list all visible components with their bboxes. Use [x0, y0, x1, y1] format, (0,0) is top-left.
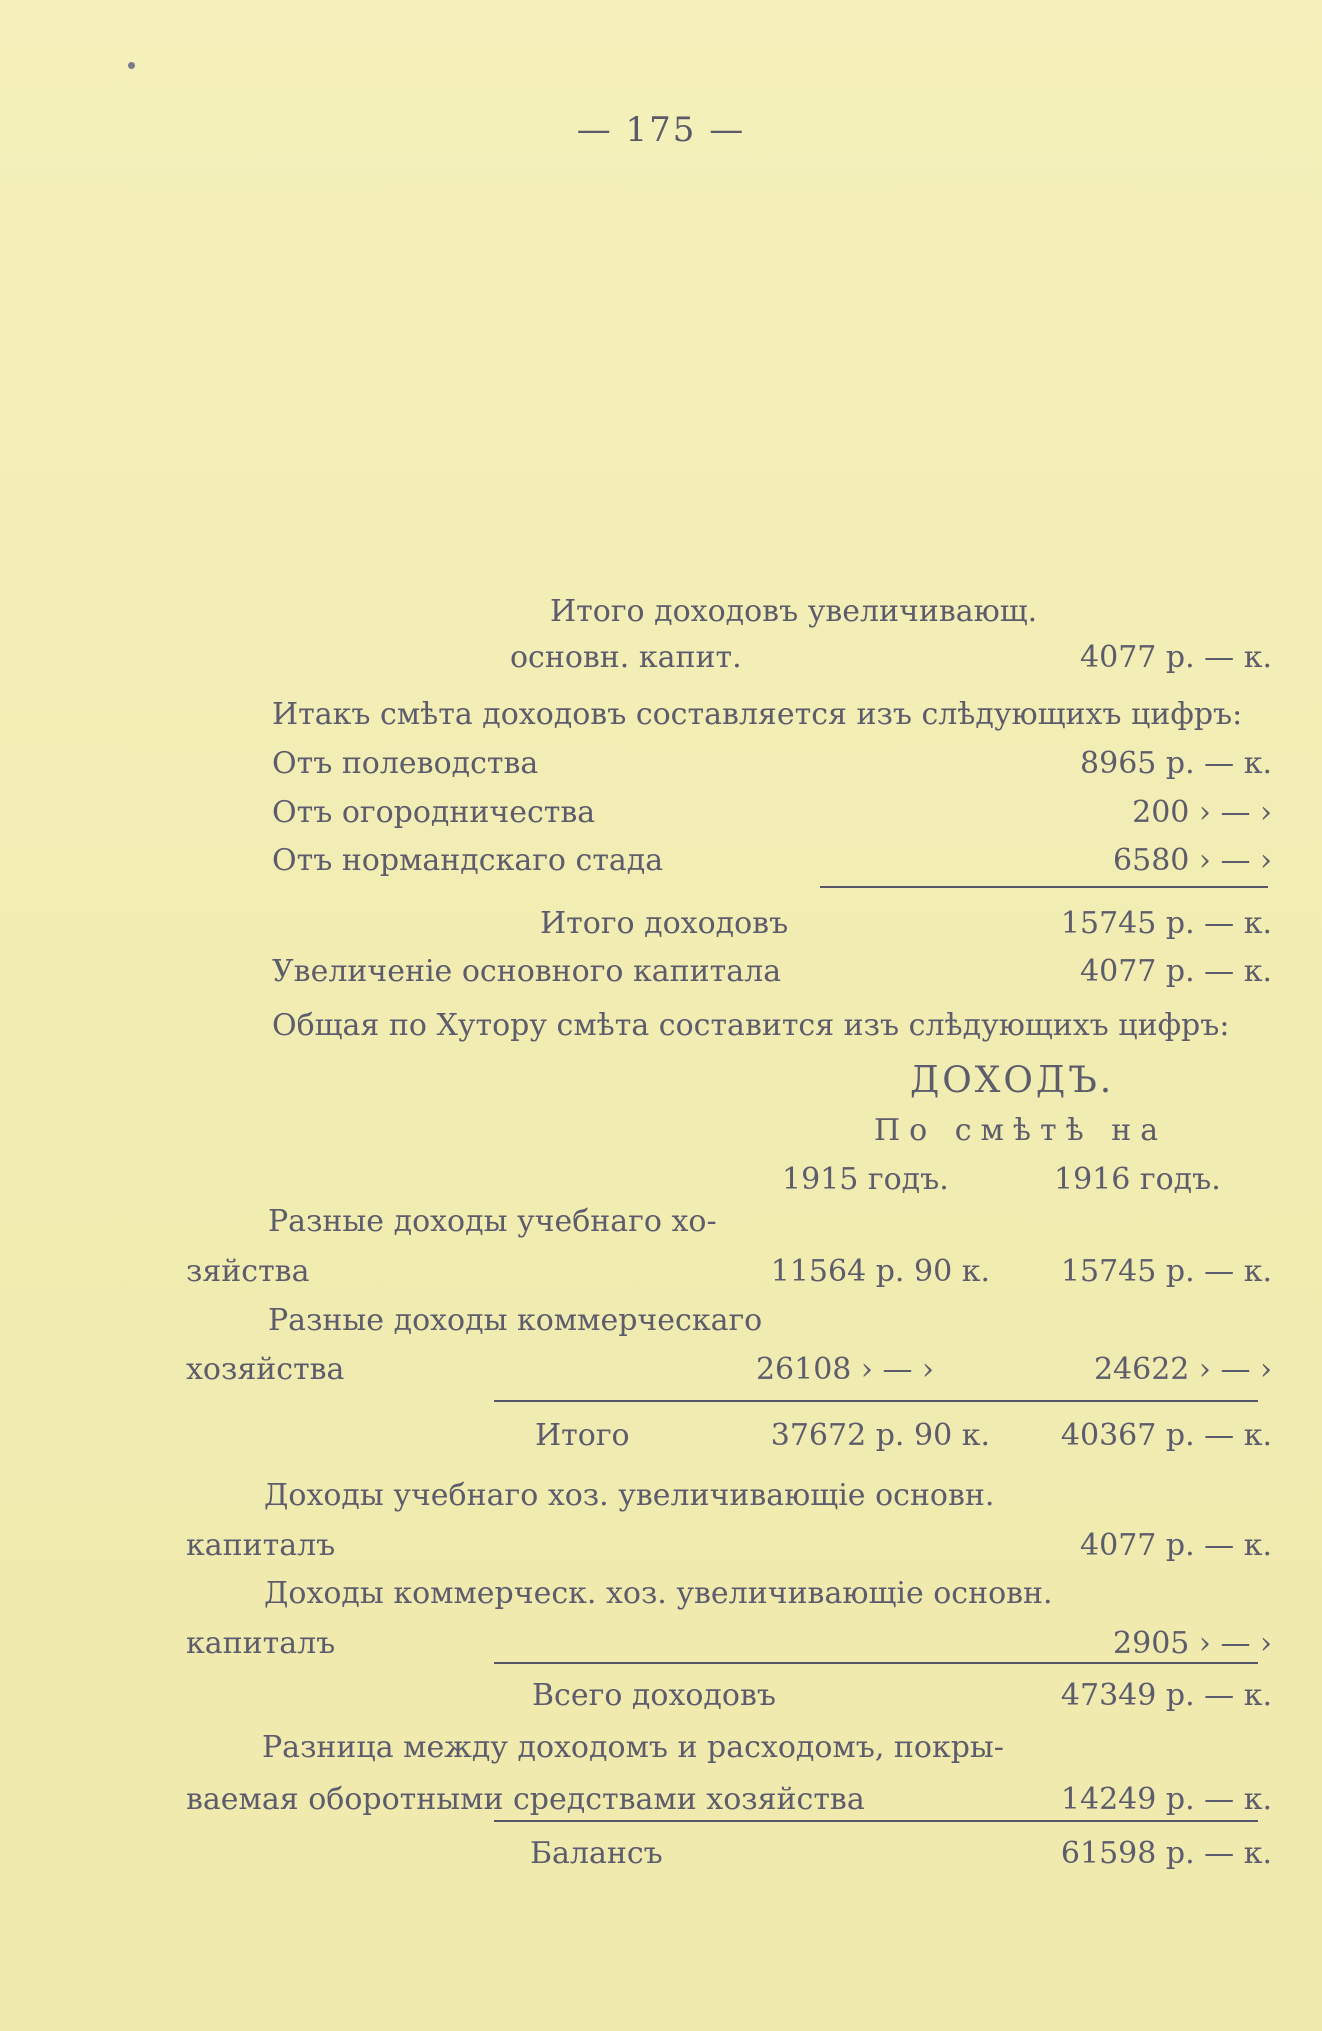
- grand-total-label: Всего доходовъ: [532, 1678, 776, 1713]
- capital-increase-label: Увеличеніе основного капитала: [272, 954, 782, 989]
- income-row-amount: 200 › — ›: [1132, 795, 1272, 830]
- income-subheading: По смѣтѣ на: [874, 1113, 1168, 1148]
- difference-label: Разница между доходомъ и расходомъ, покры-: [262, 1730, 1004, 1765]
- income-item-label: Разные доходы учебнаго хо-: [268, 1204, 717, 1239]
- income-item-label-cont: зяйства: [186, 1254, 310, 1289]
- income-heading: ДОХОДЪ.: [910, 1060, 1115, 1101]
- income-table-total-label: Итого: [535, 1418, 630, 1453]
- capital-income-label: Доходы коммерческ. хоз. увеличивающіе основн.: [264, 1576, 1053, 1611]
- income-item-label: Разные доходы коммерческаго: [268, 1303, 763, 1338]
- income-capital-total-label: Итого доходовъ увеличивающ.: [550, 594, 1038, 629]
- income-table-total-1915: 37672 р. 90 к.: [770, 1418, 990, 1453]
- income-summary-title: Итакъ смѣта доходовъ составляется изъ слѣдующихъ цифръ:: [272, 697, 1243, 732]
- ink-spot: [128, 62, 135, 69]
- capital-income-label-cont: капиталъ: [186, 1626, 336, 1661]
- difference-label-cont: ваемая оборотными средствами хозяйства: [186, 1782, 865, 1817]
- difference-1916: 14249 р. — к.: [1060, 1782, 1272, 1817]
- income-total-amount: 15745 р. — к.: [1060, 906, 1272, 941]
- balance-label: Балансъ: [530, 1836, 663, 1871]
- income-item-1915: 11564 р. 90 к.: [770, 1254, 990, 1289]
- income-item-1915: 26108 › — ›: [755, 1352, 934, 1387]
- sum-rule: [494, 1662, 1258, 1664]
- income-row-label: Отъ огородничества: [272, 795, 596, 830]
- overall-estimate-title: Общая по Хутору смѣта составится изъ слѣдующихъ цифръ:: [272, 1008, 1230, 1043]
- income-row-amount: 6580 › — ›: [1113, 843, 1272, 878]
- income-capital-total-label-2: основн. капит.: [510, 640, 742, 675]
- income-table-total-1916: 40367 р. — к.: [1060, 1418, 1272, 1453]
- sum-rule: [494, 1400, 1258, 1402]
- capital-income-1916: 2905 › — ›: [1113, 1626, 1272, 1661]
- income-total-label: Итого доходовъ: [540, 906, 789, 941]
- sum-rule: [494, 1820, 1258, 1822]
- capital-increase-amount: 4077 р. — к.: [1080, 954, 1272, 989]
- income-row-label: Отъ нормандскаго стада: [272, 843, 664, 878]
- column-header-1915: 1915 годъ.: [782, 1162, 949, 1197]
- income-row-label: Отъ полеводства: [272, 746, 539, 781]
- income-item-1916: 15745 р. — к.: [1060, 1254, 1272, 1289]
- page-number: — 175 —: [576, 110, 746, 150]
- column-header-1916: 1916 годъ.: [1054, 1162, 1221, 1197]
- grand-total-1916: 47349 р. — к.: [1060, 1678, 1272, 1713]
- income-item-1916: 24622 › — ›: [1093, 1352, 1272, 1387]
- income-row-amount: 8965 р. — к.: [1080, 746, 1272, 781]
- income-item-label-cont: хозяйства: [186, 1352, 345, 1387]
- income-capital-total-amount: 4077 р. — к.: [1080, 640, 1272, 675]
- capital-income-label: Доходы учебнаго хоз. увеличивающіе основн.: [264, 1478, 995, 1513]
- balance-1916: 61598 р. — к.: [1060, 1836, 1272, 1871]
- sum-rule: [820, 886, 1268, 888]
- capital-income-label-cont: капиталъ: [186, 1528, 336, 1563]
- capital-income-1916: 4077 р. — к.: [1080, 1528, 1272, 1563]
